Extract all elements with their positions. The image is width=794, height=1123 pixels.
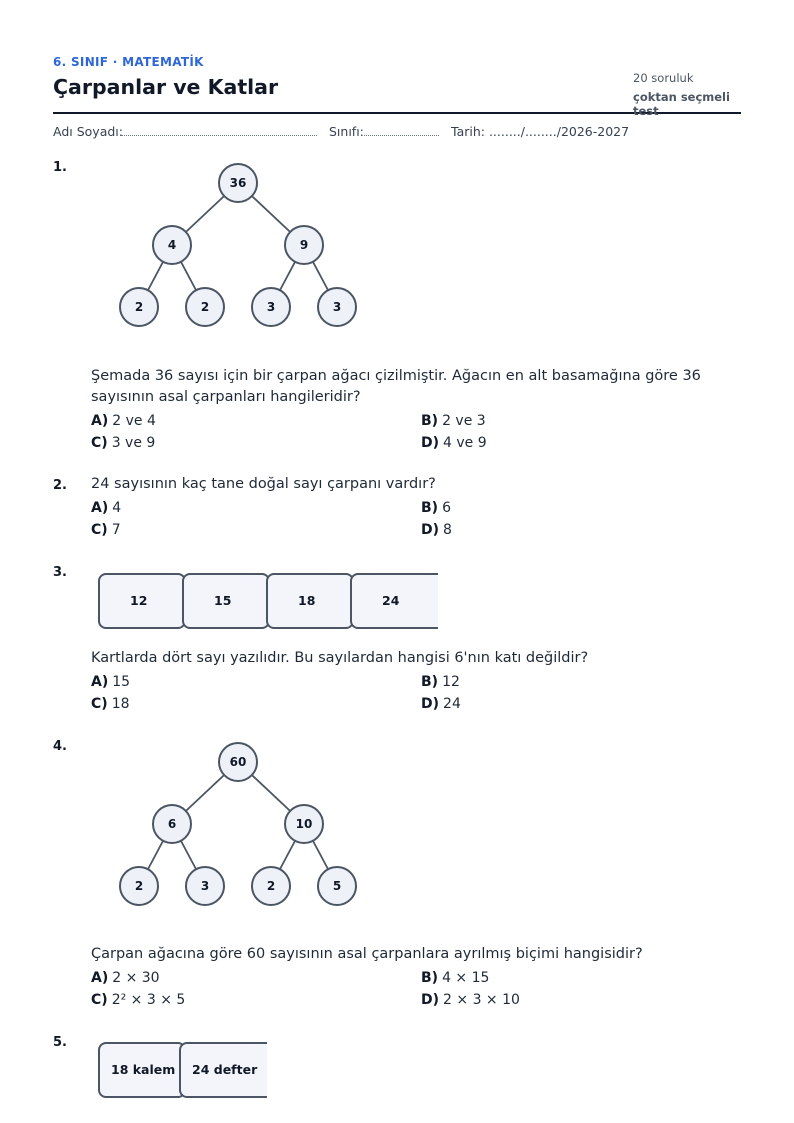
- tree-mid-label: 9: [299, 238, 309, 252]
- name-label: Adı Soyadı:: [53, 124, 123, 139]
- name-field[interactable]: [121, 135, 317, 136]
- option-key: A): [91, 413, 109, 429]
- option-text: 8: [443, 522, 452, 538]
- question-number: 3.: [53, 565, 67, 580]
- option-key: D): [421, 435, 440, 451]
- question-text: Şemada 36 sayısı için bir çarpan ağacı çizilmiştir. Ağacın en alt basamağına göre 36 sayısının asal çarpanları hangileridir?: [91, 368, 701, 405]
- number-card: [182, 573, 270, 629]
- date-label: Tarih: ......../......../2026-2027: [451, 124, 630, 139]
- worksheet-header: [53, 54, 741, 118]
- option-text: 2 ve 4: [112, 413, 156, 429]
- option-a[interactable]: [91, 674, 130, 690]
- option-text: 2 × 30: [112, 970, 160, 986]
- page-title: Çarpanlar ve Katlar: [53, 75, 279, 99]
- option-d[interactable]: [421, 992, 520, 1008]
- option-key: D): [421, 522, 440, 538]
- tree-leaf-label: 3: [332, 300, 342, 314]
- option-key: A): [91, 674, 109, 690]
- question-number: 5.: [53, 1035, 67, 1050]
- card-label: 18 kalem: [111, 1062, 176, 1077]
- option-text: 2² × 3 × 5: [111, 992, 186, 1008]
- option-key: C): [91, 435, 108, 451]
- tree-leaf-label: 3: [200, 879, 210, 893]
- option-text: 24: [443, 696, 461, 712]
- tree-leaf-label: 2: [266, 879, 276, 893]
- option-key: C): [91, 696, 108, 712]
- number-card: [98, 573, 186, 629]
- option-text: 4: [112, 500, 122, 516]
- option-key: C): [91, 522, 108, 538]
- option-text: 12: [442, 674, 460, 690]
- tree-leaf-label: 2: [200, 300, 210, 314]
- option-d[interactable]: [421, 435, 487, 451]
- option-text: 3 ve 9: [111, 435, 156, 451]
- option-b[interactable]: [421, 970, 489, 986]
- option-b[interactable]: [421, 500, 451, 516]
- option-key: A): [91, 970, 109, 986]
- option-text: 4 ve 9: [443, 435, 487, 451]
- option-text: 18: [111, 696, 130, 712]
- question-text: 24 sayısının kaç tane doğal sayı çarpanı vardır?: [91, 476, 436, 492]
- option-text: 2 × 3 × 10: [443, 992, 520, 1008]
- subject-label: 6. SINIF · MATEMATİK: [53, 55, 204, 69]
- option-text: 15: [112, 674, 131, 690]
- question-number: 1.: [53, 160, 67, 175]
- class-label: Sınıfı:: [329, 124, 364, 139]
- test-type: çoktan seçmeli test: [633, 90, 730, 118]
- tree-leaf-label: 2: [134, 879, 144, 893]
- option-c[interactable]: [91, 435, 155, 451]
- option-key: B): [421, 674, 439, 690]
- card-label: 24: [382, 593, 400, 608]
- tree-root-label: 60: [229, 755, 247, 769]
- number-card: [266, 573, 354, 629]
- card-label: 12: [130, 593, 148, 608]
- factor-tree-36: [110, 158, 370, 328]
- class-field[interactable]: [364, 135, 439, 136]
- tree-mid-label: 6: [167, 817, 177, 831]
- option-key: D): [421, 696, 440, 712]
- option-key: B): [421, 413, 439, 429]
- tree-mid-label: 10: [295, 817, 313, 831]
- number-card: [350, 573, 438, 629]
- option-key: B): [421, 500, 439, 516]
- option-text: 4 × 15: [442, 970, 490, 986]
- item-card: [98, 1042, 186, 1098]
- card-label: 15: [214, 593, 232, 608]
- tree-leaf-label: 3: [266, 300, 276, 314]
- option-key: B): [421, 970, 439, 986]
- tree-root-label: 36: [229, 176, 247, 190]
- question-number: 4.: [53, 739, 67, 754]
- option-key: A): [91, 500, 109, 516]
- card-label: 24 defter: [192, 1062, 258, 1077]
- option-a[interactable]: [91, 500, 121, 516]
- option-key: D): [421, 992, 440, 1008]
- question-text: Kartlarda dört sayı yazılıdır. Bu sayılardan hangisi 6'nın katı değildir?: [91, 650, 589, 666]
- card-label: 18: [298, 593, 316, 608]
- factor-tree-60: [110, 737, 370, 907]
- option-text: 7: [111, 522, 121, 538]
- option-c[interactable]: [91, 992, 185, 1008]
- question-text: Çarpan ağacına göre 60 sayısının asal çarpanlara ayrılmış biçimi hangisidir?: [91, 946, 643, 962]
- option-b[interactable]: [421, 413, 486, 429]
- option-d[interactable]: [421, 522, 452, 538]
- tree-leaf-label: 2: [134, 300, 144, 314]
- item-card: [179, 1042, 267, 1098]
- option-text: 6: [442, 500, 451, 516]
- option-c[interactable]: [91, 696, 130, 712]
- option-c[interactable]: [91, 522, 121, 538]
- option-key: C): [91, 992, 108, 1008]
- option-d[interactable]: [421, 696, 461, 712]
- test-meta: [633, 71, 741, 118]
- question-count: 20 soruluk: [633, 71, 694, 85]
- option-a[interactable]: [91, 413, 156, 429]
- option-a[interactable]: [91, 970, 160, 986]
- student-info-row: [53, 124, 741, 140]
- option-b[interactable]: [421, 674, 460, 690]
- tree-leaf-label: 5: [332, 879, 342, 893]
- option-text: 2 ve 3: [442, 413, 486, 429]
- question-number: 2.: [53, 478, 67, 493]
- tree-mid-label: 4: [167, 238, 177, 252]
